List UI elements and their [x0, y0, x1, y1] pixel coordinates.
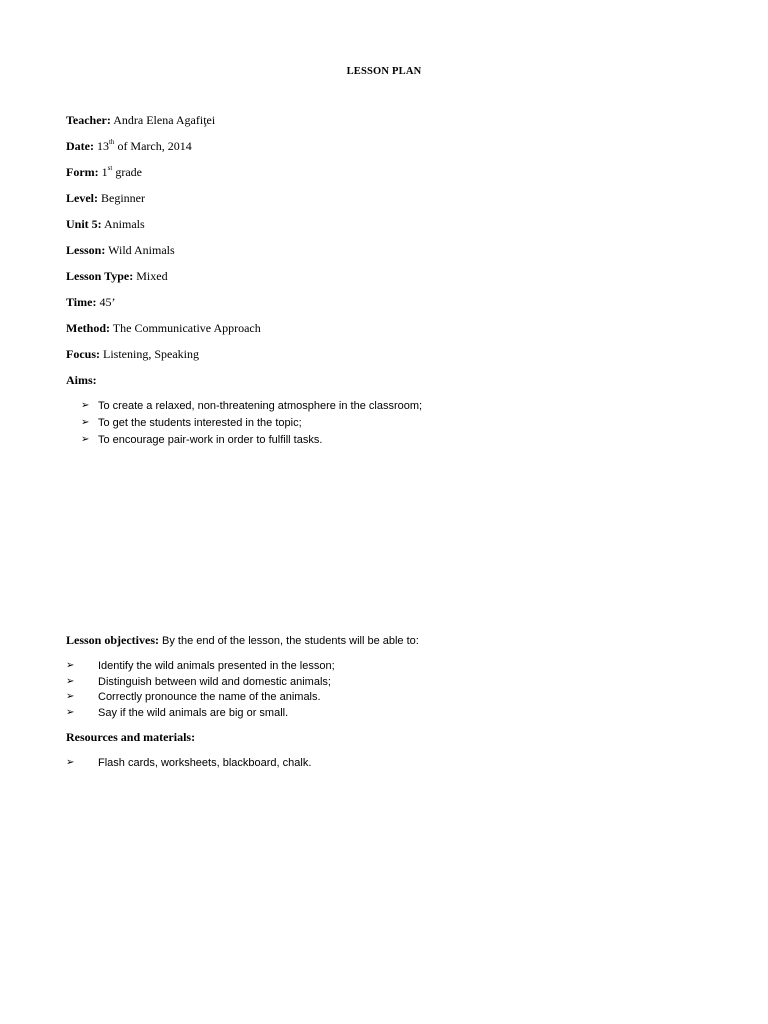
aim-text: To get the students interested in the topic;: [98, 417, 302, 429]
date-label: Date:: [66, 139, 94, 153]
teacher-field: [66, 113, 215, 127]
lesson-label: Lesson:: [66, 243, 106, 257]
level-value: Beginner: [101, 191, 145, 205]
objective-text: Distinguish between wild and domestic animals;: [98, 675, 331, 688]
teacher-value: Andra Elena Agafiţei: [113, 113, 216, 127]
form-rest: grade: [112, 165, 142, 179]
arrow-bullet-icon: ➢: [66, 675, 75, 687]
objective-text: Correctly pronounce the name of the animals.: [98, 691, 321, 703]
focus-field: [66, 347, 199, 361]
resource-text: Flash cards, worksheets, blackboard, chalk.: [98, 757, 312, 769]
focus-label: Focus:: [66, 347, 100, 361]
aim-text: To create a relaxed, non-threatening atmosphere in the classroom;: [98, 400, 423, 412]
lesson-value: Wild Animals: [108, 243, 175, 257]
lesson-type-field: [66, 269, 168, 283]
arrow-bullet-icon: ➢: [66, 706, 75, 718]
unit-field: [66, 217, 145, 231]
lesson-type-label: Lesson Type:: [66, 269, 134, 283]
arrow-bullet-icon: ➢: [66, 757, 75, 768]
teacher-label: Teacher:: [66, 113, 111, 127]
resources-label: Resources and materials:: [66, 730, 196, 744]
unit-value: Animals: [104, 217, 145, 231]
date-value: [97, 139, 192, 153]
aim-text: To encourage pair-work in order to fulfill tasks.: [98, 434, 323, 446]
unit-label: Unit 5:: [66, 217, 102, 231]
lesson-type-value: Mixed: [136, 269, 168, 283]
method-label: Method:: [66, 321, 110, 335]
objectives-heading: [66, 633, 419, 648]
objective-text: Identify the wild animals presented in the lesson;: [98, 660, 335, 672]
lesson-field: [66, 243, 175, 257]
date-field: [66, 139, 192, 153]
date-day: 13: [96, 139, 109, 153]
time-label: Time:: [66, 295, 97, 309]
page-title: LESSON PLAN: [346, 66, 422, 77]
form-value: [102, 165, 142, 179]
arrow-bullet-icon: ➢: [66, 660, 75, 671]
form-label: Form:: [66, 165, 99, 179]
time-field: [66, 295, 115, 309]
date-rest: of March, 2014: [114, 139, 192, 153]
method-field: [66, 321, 261, 335]
objectives-label: Lesson objectives:: [66, 633, 159, 647]
arrow-bullet-icon: ➢: [66, 691, 75, 702]
objective-text: Say if the wild animals are big or small.: [98, 706, 289, 719]
level-field: [66, 191, 145, 205]
arrow-bullet-icon: ➢: [81, 400, 90, 411]
aims-heading: [66, 373, 97, 387]
focus-value: Listening, Speaking: [103, 347, 199, 361]
arrow-bullet-icon: ➢: [81, 417, 90, 428]
method-value: The Communicative Approach: [112, 321, 261, 335]
objectives-intro: By the end of the lesson, the students will be able to:: [162, 635, 419, 647]
aims-label: Aims:: [66, 373, 97, 387]
resources-heading: [66, 730, 195, 744]
form-ordinal-suffix: st: [107, 164, 113, 172]
date-ordinal-suffix: th: [108, 138, 115, 146]
level-label: Level:: [66, 191, 98, 205]
form-field: [66, 165, 142, 179]
arrow-bullet-icon: ➢: [81, 434, 90, 445]
time-value: 45’: [99, 295, 116, 309]
form-number: 1: [101, 165, 108, 179]
